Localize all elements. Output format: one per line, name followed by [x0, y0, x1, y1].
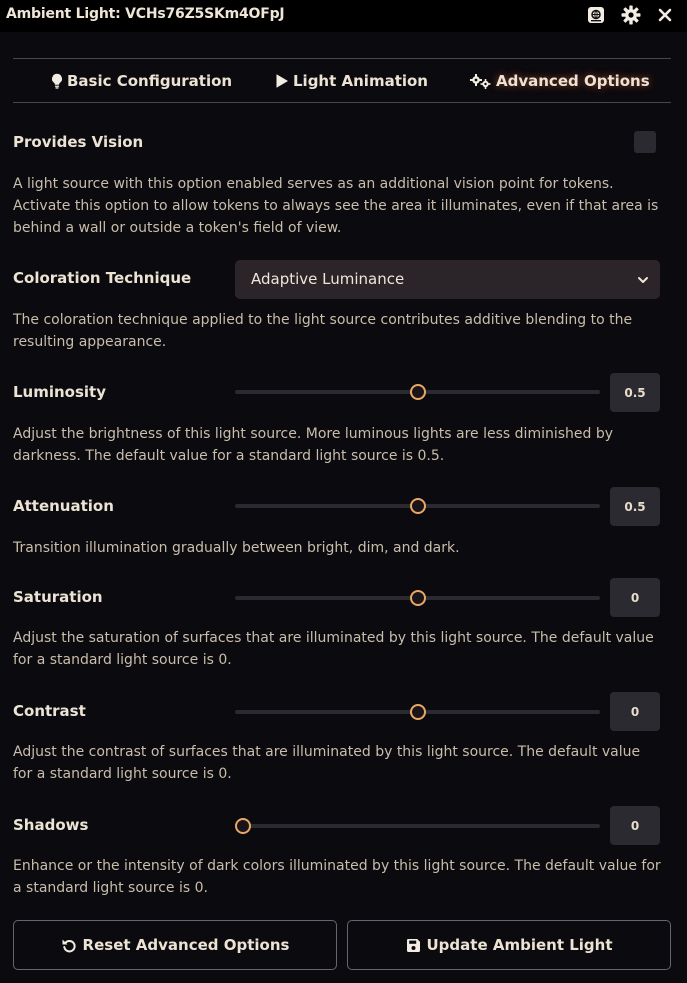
provides-vision-hint: A light source with this option enabled serves as an additional vision point for tokens. Activate this option to allow tokens to always see the area it illuminates, even if that area is behind a wall or outside a token's field of view. [13, 176, 659, 236]
coloration-selected-value: Adaptive Luminance [251, 270, 405, 288]
tab-basic-configuration[interactable] [51, 59, 232, 103]
attenuation-hint: Transition illumination gradually between bright, dim, and dark. [13, 540, 460, 556]
slider-thumb[interactable] [410, 498, 426, 514]
luminosity-slider[interactable] [235, 384, 600, 400]
chevron-down-icon [636, 272, 650, 291]
slider-thumb[interactable] [410, 384, 426, 400]
window-title: Ambient Light: VCHs76Z5SKm4OFpJ [6, 6, 285, 22]
update-ambient-light-button[interactable] [347, 920, 671, 970]
shadows-hint: Enhance or the intensity of dark colors illuminated by this light source. The default value for a standard light source is 0. [13, 858, 661, 896]
cogs-icon [470, 73, 492, 89]
shadows-value[interactable]: 0 [610, 806, 660, 845]
undo-icon [61, 937, 77, 953]
contrast-label: Contrast [13, 702, 86, 720]
luminosity-label: Luminosity [13, 383, 107, 401]
attenuation-slider[interactable] [235, 498, 600, 514]
luminosity-hint: Adjust the brightness of this light source. More luminous lights are less diminished by darkness. The default value for a standard light source is 0.5. [13, 426, 614, 464]
lightbulb-icon [51, 73, 63, 89]
luminosity-value[interactable]: 0.5 [610, 373, 660, 412]
play-icon [275, 73, 289, 89]
journal-icon[interactable] [586, 5, 606, 25]
contrast-slider[interactable] [235, 704, 600, 720]
saturation-slider[interactable] [235, 590, 600, 606]
provides-vision-label: Provides Vision [13, 133, 144, 151]
reset-advanced-options-button[interactable] [13, 920, 337, 970]
slider-thumb[interactable] [410, 590, 426, 606]
tab-label: Advanced Options [496, 72, 650, 90]
contrast-hint: Adjust the contrast of surfaces that are illuminated by this light source. The default value for a standard light source is 0. [13, 744, 641, 782]
save-icon [406, 938, 421, 953]
tab-label: Light Animation [293, 72, 428, 90]
coloration-technique-select[interactable] [235, 260, 660, 299]
tab-label: Basic Configuration [67, 72, 233, 90]
config-tabs [13, 58, 671, 103]
contrast-value[interactable]: 0 [610, 692, 660, 731]
saturation-value[interactable]: 0 [610, 578, 660, 617]
attenuation-value[interactable]: 0.5 [610, 487, 660, 526]
provides-vision-checkbox[interactable] [634, 131, 656, 153]
coloration-technique-hint: The coloration technique applied to the light source contributes additive blending to the resulting appearance. [13, 312, 633, 350]
slider-thumb[interactable] [235, 818, 251, 834]
slider-thumb[interactable] [410, 704, 426, 720]
attenuation-label: Attenuation [13, 497, 114, 515]
tab-advanced-options[interactable] [470, 59, 650, 103]
slider-track [235, 824, 600, 828]
saturation-hint: Adjust the saturation of surfaces that are illuminated by this light source. The default value for a standard light source is 0. [13, 630, 654, 668]
close-icon[interactable] [655, 5, 675, 25]
gear-icon[interactable] [621, 5, 641, 25]
coloration-technique-label: Coloration Technique [13, 269, 192, 287]
shadows-label: Shadows [13, 816, 89, 834]
reset-button-label: Reset Advanced Options [82, 936, 290, 954]
shadows-slider[interactable] [235, 818, 600, 834]
saturation-label: Saturation [13, 588, 103, 606]
tab-light-animation[interactable] [275, 59, 428, 103]
window-titlebar[interactable] [0, 0, 687, 32]
update-button-label: Update Ambient Light [426, 936, 613, 954]
